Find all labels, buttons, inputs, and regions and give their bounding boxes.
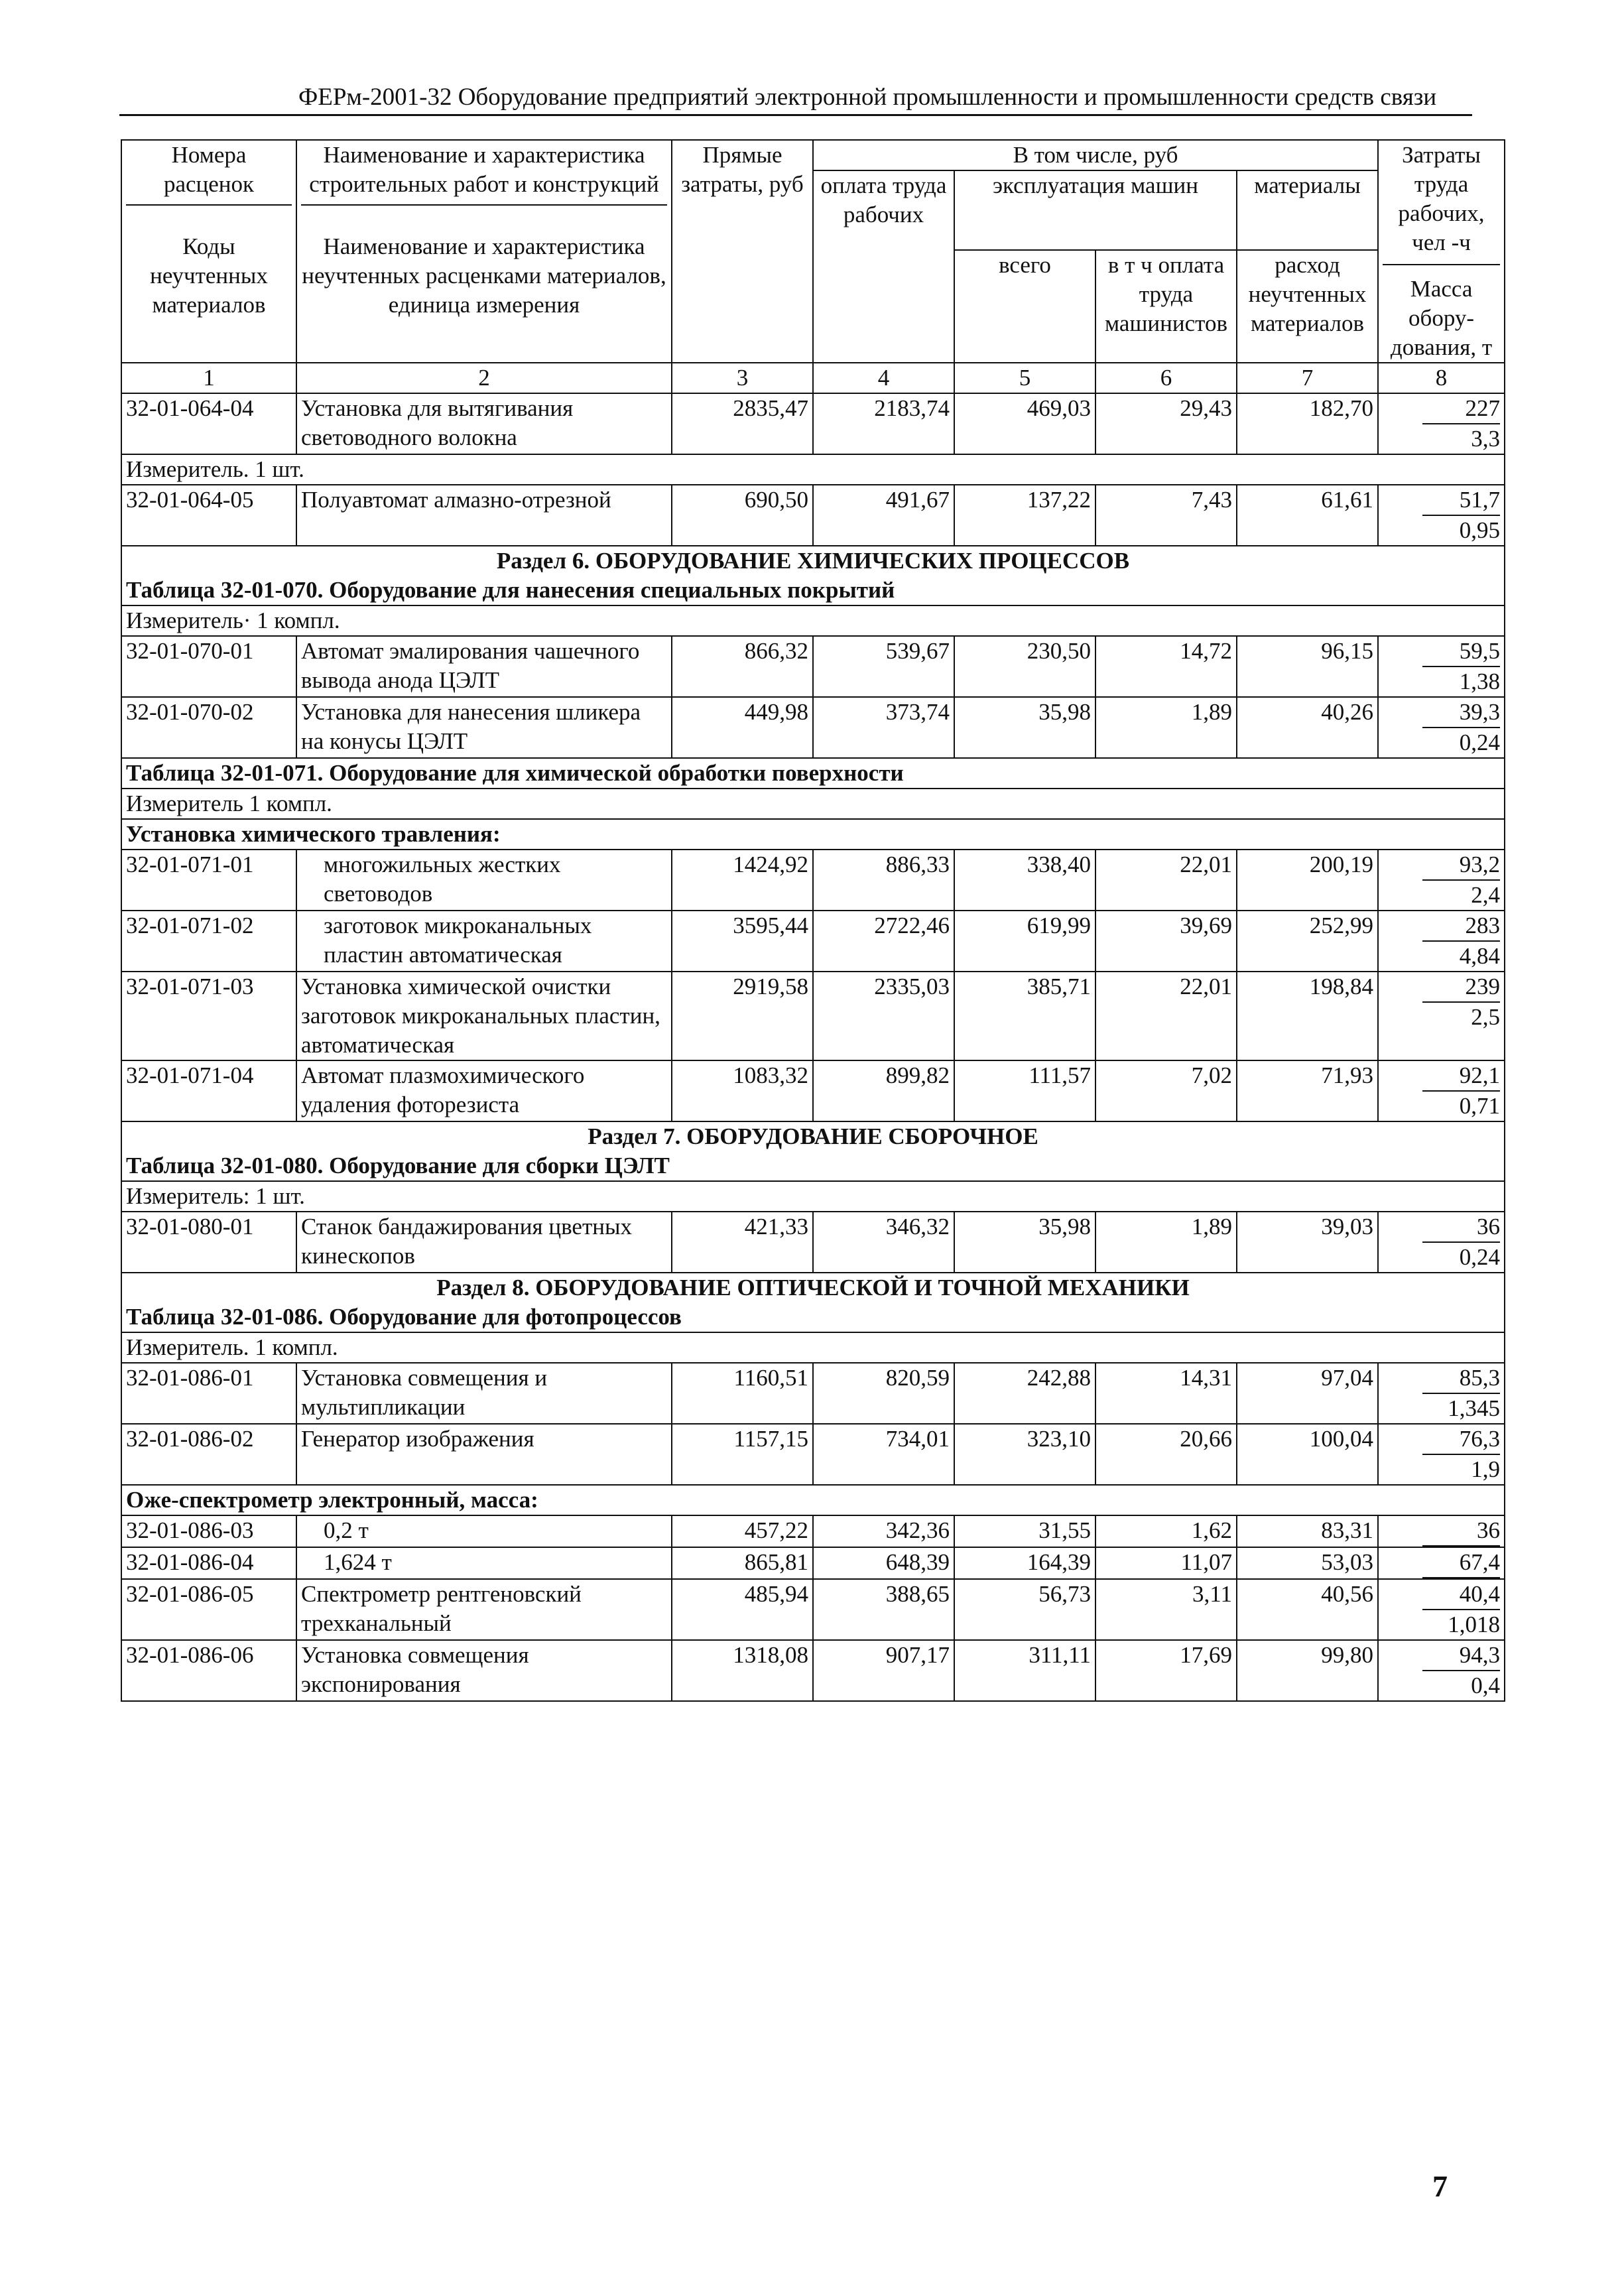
labor-mass-cell <box>1378 911 1505 972</box>
rate-name: Установка для нанесения шликера на конусы ЦЭЛТ <box>296 697 672 758</box>
labor-pay: 342,36 <box>813 1515 954 1547</box>
rate-code: 32-01-070-01 <box>121 636 296 697</box>
materials-cost: 40,26 <box>1237 697 1378 758</box>
labor-mass-cell <box>1378 1547 1505 1579</box>
labor-pay: 539,67 <box>813 636 954 697</box>
header-labor <box>1378 140 1505 363</box>
unit-label: Измеритель· 1 компл. <box>121 605 1505 636</box>
running-header: ФЕРм-2001-32 Оборудование предприятий электронной промышленности и промышленности средств связи <box>119 81 1472 116</box>
direct-cost: 1160,51 <box>672 1363 813 1424</box>
labor-mass-cell <box>1378 485 1505 546</box>
table-title-row <box>121 1302 1505 1332</box>
direct-cost: 2835,47 <box>672 393 813 454</box>
labor-hours: 40,4 <box>1422 1580 1500 1610</box>
table-row <box>121 697 1505 758</box>
labor-hours: 227 <box>1422 394 1500 424</box>
machinists-pay: 17,69 <box>1095 1640 1237 1701</box>
labor-hours: 51,7 <box>1422 485 1500 516</box>
machinists-pay: 7,02 <box>1095 1060 1237 1121</box>
unit-row <box>121 789 1505 819</box>
header-name <box>296 140 672 363</box>
direct-cost: 1157,15 <box>672 1424 813 1485</box>
materials-cost: 200,19 <box>1237 850 1378 911</box>
direct-cost: 449,98 <box>672 697 813 758</box>
header-name-materials: Наименование и характеристика неучтенных расценками материалов, единица измерения <box>302 233 666 318</box>
table-row <box>121 1547 1505 1579</box>
section-title: Раздел 8. ОБОРУДОВАНИЕ ОПТИЧЕСКОЙ И ТОЧНОЙ МЕХАНИКИ <box>121 1273 1505 1302</box>
materials-cost: 71,93 <box>1237 1060 1378 1121</box>
rate-name: Установка для вытягивания световодного волокна <box>296 393 672 454</box>
labor-hours: 92,1 <box>1422 1061 1500 1092</box>
table-title: Таблица 32-01-080. Оборудование для сборки ЦЭЛТ <box>121 1151 1505 1181</box>
index-cell: 8 <box>1378 363 1505 393</box>
rates-table <box>121 139 1505 1702</box>
direct-cost: 3595,44 <box>672 911 813 972</box>
direct-cost: 421,33 <box>672 1212 813 1273</box>
machinists-pay: 7,43 <box>1095 485 1237 546</box>
table-row <box>121 1212 1505 1273</box>
machinists-pay: 22,01 <box>1095 972 1237 1060</box>
header-vtch: в т ч оплата труда машинистов <box>1095 250 1237 363</box>
header-materials: материалы <box>1237 170 1378 250</box>
labor-mass-cell <box>1378 1060 1505 1121</box>
table-row <box>121 393 1505 454</box>
table-title: Таблица 32-01-086. Оборудование для фотопроцессов <box>121 1302 1505 1332</box>
rate-code: 32-01-086-05 <box>121 1579 296 1640</box>
table-body <box>121 140 1505 1701</box>
direct-cost: 485,94 <box>672 1579 813 1640</box>
materials-cost: 182,70 <box>1237 393 1378 454</box>
equipment-mass: 1,345 <box>1448 1395 1501 1421</box>
rate-code: 32-01-071-01 <box>121 850 296 911</box>
index-cell: 6 <box>1095 363 1237 393</box>
labor-hours: 85,3 <box>1422 1364 1500 1394</box>
labor-hours: 283 <box>1422 911 1500 942</box>
direct-cost: 1083,32 <box>672 1060 813 1121</box>
equipment-mass: 0,24 <box>1459 1244 1501 1270</box>
materials-cost: 61,61 <box>1237 485 1378 546</box>
header-expense: расход неучтенных материалов <box>1237 250 1378 363</box>
header-labor-label: Затраты труда рабочих, чел -ч <box>1383 141 1500 265</box>
rate-code: 32-01-071-02 <box>121 911 296 972</box>
table-title: Таблица 32-01-071. Оборудование для химической обработки поверхности <box>121 758 1505 789</box>
table-row <box>121 1640 1505 1701</box>
labor-pay: 388,65 <box>813 1579 954 1640</box>
rate-name: Автомат эмалирования чашечного вывода анода ЦЭЛТ <box>296 636 672 697</box>
section-title-row <box>121 546 1505 576</box>
labor-hours: 239 <box>1422 972 1500 1003</box>
materials-cost: 83,31 <box>1237 1515 1378 1547</box>
unit-row <box>121 1485 1505 1515</box>
direct-cost: 1424,92 <box>672 850 813 911</box>
rate-code: 32-01-070-02 <box>121 697 296 758</box>
rate-code: 32-01-071-04 <box>121 1060 296 1121</box>
section-title: Раздел 6. ОБОРУДОВАНИЕ ХИМИЧЕСКИХ ПРОЦЕССОВ <box>121 546 1505 576</box>
materials-cost: 39,03 <box>1237 1212 1378 1273</box>
machinists-pay: 22,01 <box>1095 850 1237 911</box>
table-row <box>121 972 1505 1060</box>
unit-label: Измеритель. 1 компл. <box>121 1332 1505 1363</box>
table-row <box>121 1424 1505 1485</box>
table-row <box>121 1060 1505 1121</box>
labor-pay: 2335,03 <box>813 972 954 1060</box>
machines-total: 311,11 <box>954 1640 1095 1701</box>
machinists-pay: 1,89 <box>1095 1212 1237 1273</box>
machinists-pay: 20,66 <box>1095 1424 1237 1485</box>
machinists-pay: 1,62 <box>1095 1515 1237 1547</box>
machinists-pay: 3,11 <box>1095 1579 1237 1640</box>
section-title-row <box>121 1121 1505 1151</box>
labor-mass-cell <box>1378 1424 1505 1485</box>
header-numbers <box>121 140 296 363</box>
unit-row <box>121 605 1505 636</box>
header-incl: В том числе, руб <box>813 140 1378 170</box>
rate-name: Установка совмещения и мультипликации <box>296 1363 672 1424</box>
direct-cost: 866,32 <box>672 636 813 697</box>
table-title: Таблица 32-01-070. Оборудование для нанесения специальных покрытий <box>121 576 1505 605</box>
rate-code: 32-01-064-04 <box>121 393 296 454</box>
labor-hours: 93,2 <box>1422 850 1500 881</box>
equipment-mass: 3,3 <box>1471 426 1501 452</box>
materials-cost: 97,04 <box>1237 1363 1378 1424</box>
unit-row <box>121 1181 1505 1212</box>
machines-total: 111,57 <box>954 1060 1095 1121</box>
equipment-mass: 1,9 <box>1471 1456 1501 1482</box>
machines-total: 56,73 <box>954 1579 1095 1640</box>
subheading: Оже-спектрометр электронный, масса: <box>121 1485 1505 1515</box>
labor-pay: 648,39 <box>813 1547 954 1579</box>
labor-pay: 899,82 <box>813 1060 954 1121</box>
materials-cost: 40,56 <box>1237 1579 1378 1640</box>
labor-pay: 346,32 <box>813 1212 954 1273</box>
rate-code: 32-01-080-01 <box>121 1212 296 1273</box>
rate-code: 32-01-064-05 <box>121 485 296 546</box>
unit-label: Измеритель: 1 шт. <box>121 1181 1505 1212</box>
rate-name: Полуавтомат алмазно-отрезной <box>296 485 672 546</box>
rate-code: 32-01-086-02 <box>121 1424 296 1485</box>
header-name-works: Наименование и характеристика строительных работ и конструкций <box>301 141 667 206</box>
equipment-mass: 1,018 <box>1448 1612 1501 1637</box>
labor-pay: 907,17 <box>813 1640 954 1701</box>
header-mass-label: Масса обору-дования, т <box>1390 276 1493 360</box>
labor-pay: 2722,46 <box>813 911 954 972</box>
direct-cost: 457,22 <box>672 1515 813 1547</box>
machines-total: 469,03 <box>954 393 1095 454</box>
section-title-row <box>121 1273 1505 1302</box>
labor-hours: 67,4 <box>1422 1548 1500 1578</box>
machines-total: 242,88 <box>954 1363 1095 1424</box>
materials-cost: 53,03 <box>1237 1547 1378 1579</box>
labor-hours: 76,3 <box>1422 1425 1500 1455</box>
table-row <box>121 636 1505 697</box>
direct-cost: 1318,08 <box>672 1640 813 1701</box>
equipment-mass: 1,38 <box>1459 668 1501 694</box>
rate-name: 0,2 т <box>296 1515 672 1547</box>
index-cell: 2 <box>296 363 672 393</box>
index-cell: 1 <box>121 363 296 393</box>
header-numbers-label: Номера расценок <box>126 141 292 206</box>
labor-mass-cell <box>1378 697 1505 758</box>
machines-total: 137,22 <box>954 485 1095 546</box>
machinists-pay: 14,72 <box>1095 636 1237 697</box>
unit-row <box>121 819 1505 850</box>
header-pay: оплата труда рабочих <box>813 170 954 363</box>
machines-total: 164,39 <box>954 1547 1095 1579</box>
direct-cost: 690,50 <box>672 485 813 546</box>
labor-hours: 94,3 <box>1422 1641 1500 1671</box>
rate-name: многожильных жестких световодов <box>296 850 672 911</box>
labor-mass-cell <box>1378 393 1505 454</box>
direct-cost: 2919,58 <box>672 972 813 1060</box>
labor-mass-cell <box>1378 1640 1505 1701</box>
table-row <box>121 1579 1505 1640</box>
index-cell: 5 <box>954 363 1095 393</box>
section-title: Раздел 7. ОБОРУДОВАНИЕ СБОРОЧНОЕ <box>121 1121 1505 1151</box>
materials-cost: 99,80 <box>1237 1640 1378 1701</box>
labor-mass-cell <box>1378 850 1505 911</box>
equipment-mass: 0,24 <box>1459 730 1501 755</box>
labor-pay: 491,67 <box>813 485 954 546</box>
machinists-pay: 29,43 <box>1095 393 1237 454</box>
table-row <box>121 850 1505 911</box>
machines-total: 338,40 <box>954 850 1095 911</box>
machines-total: 31,55 <box>954 1515 1095 1547</box>
labor-pay: 2183,74 <box>813 393 954 454</box>
table-title-row <box>121 758 1505 789</box>
equipment-mass: 4,84 <box>1459 943 1501 969</box>
table-row <box>121 1363 1505 1424</box>
page-number: 7 <box>1432 2169 1448 2203</box>
equipment-mass: 0,71 <box>1459 1093 1501 1119</box>
materials-cost: 252,99 <box>1237 911 1378 972</box>
rate-code: 32-01-086-04 <box>121 1547 296 1579</box>
rate-name: Спектрометр рентгеновский трехканальный <box>296 1579 672 1640</box>
table-row <box>121 485 1505 546</box>
labor-mass-cell <box>1378 636 1505 697</box>
rate-code: 32-01-086-01 <box>121 1363 296 1424</box>
header-direct: Прямые затраты, руб <box>672 140 813 363</box>
table-title-row <box>121 576 1505 605</box>
rate-name: заготовок микроканальных пластин автоматическая <box>296 911 672 972</box>
header-machines: эксплуатация машин <box>954 170 1237 250</box>
labor-hours: 36 <box>1422 1212 1500 1243</box>
machinists-pay: 11,07 <box>1095 1547 1237 1579</box>
rate-code: 32-01-086-06 <box>121 1640 296 1701</box>
equipment-mass: 2,5 <box>1471 1004 1501 1030</box>
labor-hours: 39,3 <box>1422 698 1500 728</box>
rate-name: Станок бандажирования цветных кинескопов <box>296 1212 672 1273</box>
equipment-mass: 2,4 <box>1471 882 1501 908</box>
index-cell: 3 <box>672 363 813 393</box>
table-row <box>121 1515 1505 1547</box>
materials-cost: 100,04 <box>1237 1424 1378 1485</box>
labor-pay: 886,33 <box>813 850 954 911</box>
labor-mass-cell <box>1378 972 1505 1060</box>
machines-total: 35,98 <box>954 697 1095 758</box>
machines-total: 230,50 <box>954 636 1095 697</box>
rate-name: Генератор изображения <box>296 1424 672 1485</box>
rate-name: Автомат плазмохимического удаления фоторезиста <box>296 1060 672 1121</box>
machines-total: 323,10 <box>954 1424 1095 1485</box>
header-row <box>121 140 1505 170</box>
rate-code: 32-01-086-03 <box>121 1515 296 1547</box>
machines-total: 619,99 <box>954 911 1095 972</box>
unit-label: Измеритель. 1 шт. <box>121 454 1505 485</box>
unit-row <box>121 1332 1505 1363</box>
index-cell: 4 <box>813 363 954 393</box>
unit-label: Измеритель 1 компл. <box>121 789 1505 819</box>
table-title-row <box>121 1151 1505 1181</box>
labor-mass-cell <box>1378 1515 1505 1547</box>
index-row <box>121 363 1505 393</box>
labor-hours: 36 <box>1422 1516 1500 1547</box>
machines-total: 385,71 <box>954 972 1095 1060</box>
index-cell: 7 <box>1237 363 1378 393</box>
table-row <box>121 911 1505 972</box>
direct-cost: 865,81 <box>672 1547 813 1579</box>
machinists-pay: 39,69 <box>1095 911 1237 972</box>
rate-name: Установка совмещения экспонирования <box>296 1640 672 1701</box>
rate-name: Установка химической очистки заготовок микроканальных пластин, автоматическая <box>296 972 672 1060</box>
rate-name: 1,624 т <box>296 1547 672 1579</box>
unit-row <box>121 454 1505 485</box>
machinists-pay: 1,89 <box>1095 697 1237 758</box>
labor-pay: 734,01 <box>813 1424 954 1485</box>
machines-total: 35,98 <box>954 1212 1095 1273</box>
labor-mass-cell <box>1378 1579 1505 1640</box>
materials-cost: 96,15 <box>1237 636 1378 697</box>
subheading: Установка химического травления: <box>121 819 1505 850</box>
labor-hours: 59,5 <box>1422 637 1500 667</box>
equipment-mass: 0,95 <box>1459 517 1501 543</box>
equipment-mass: 0,4 <box>1471 1673 1501 1698</box>
machinists-pay: 14,31 <box>1095 1363 1237 1424</box>
labor-pay: 373,74 <box>813 697 954 758</box>
labor-mass-cell <box>1378 1212 1505 1273</box>
labor-pay: 820,59 <box>813 1363 954 1424</box>
header-codes-label: Коды неучтенных материалов <box>150 233 268 318</box>
header-total: всего <box>954 250 1095 363</box>
materials-cost: 198,84 <box>1237 972 1378 1060</box>
rate-code: 32-01-071-03 <box>121 972 296 1060</box>
labor-mass-cell <box>1378 1363 1505 1424</box>
